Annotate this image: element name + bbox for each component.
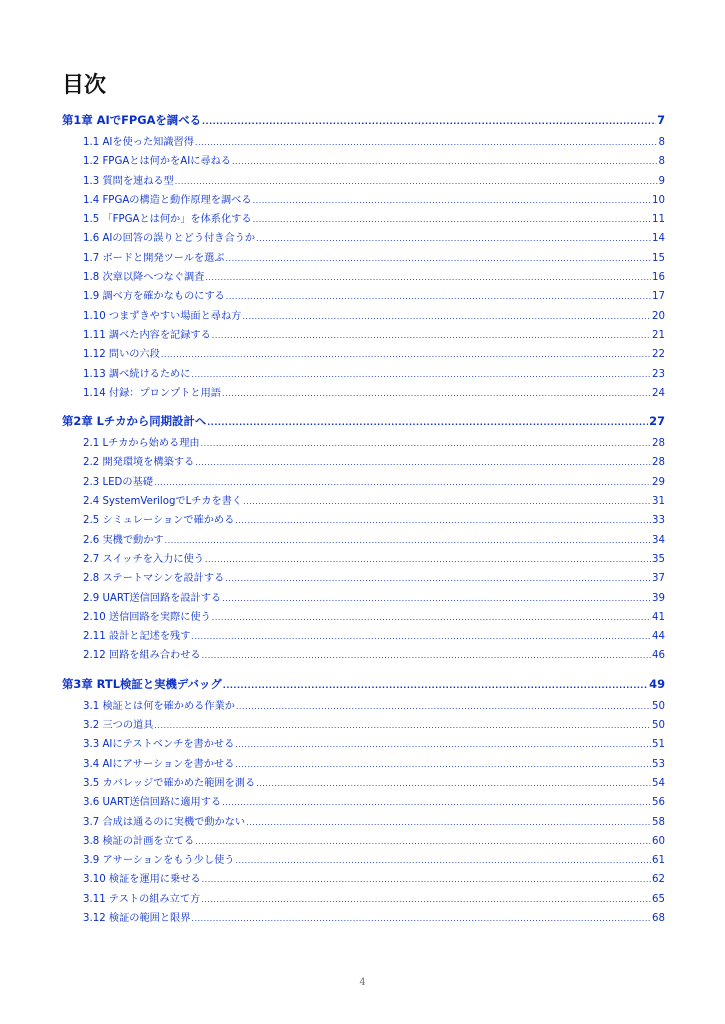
toc-entry-title[interactable]: 3.7 合成は通るのに実機で動かない	[83, 816, 246, 828]
dot-leader	[256, 234, 651, 243]
toc-entry-title[interactable]: 2.6 実機で動かす	[83, 534, 164, 546]
toc-entry-page[interactable]: 62	[652, 874, 665, 886]
dot-leader	[195, 837, 651, 846]
toc-section-entry[interactable]	[62, 287, 665, 306]
toc-section-entry[interactable]	[62, 550, 665, 569]
dot-leader	[205, 273, 651, 282]
dot-leader	[242, 312, 651, 321]
dot-leader	[202, 875, 651, 884]
dot-leader	[175, 177, 658, 186]
toc-entry-title[interactable]: 1.8 次章以降へつなぐ調査	[83, 272, 205, 284]
dot-leader	[195, 138, 658, 147]
toc-entry-page[interactable]: 7	[657, 113, 665, 127]
toc-entry-title[interactable]: 3.12 検証の範囲と限界	[83, 912, 191, 924]
toc-section-entry[interactable]	[62, 627, 665, 646]
dot-leader	[226, 292, 651, 301]
table-of-contents	[62, 112, 665, 938]
toc-entry-page[interactable]: 60	[652, 835, 665, 847]
toc-entry-title[interactable]: 1.5 「FPGAとは何か」を体系化する	[83, 214, 252, 226]
dot-leader	[154, 478, 651, 487]
toc-entry-title[interactable]: 2.3 LEDの基礎	[83, 476, 153, 488]
toc-entry-page[interactable]: 8	[658, 156, 665, 168]
dot-leader	[253, 196, 651, 205]
toc-section-entry[interactable]	[62, 793, 665, 812]
toc-entry-title[interactable]: 3.6 UART送信回路に適用する	[83, 797, 222, 809]
toc-section-entry[interactable]	[62, 152, 665, 171]
toc-chapter	[62, 676, 665, 929]
toc-section-entry[interactable]	[62, 646, 665, 665]
toc-entry-page[interactable]: 31	[652, 496, 665, 508]
toc-section-entry[interactable]	[62, 229, 665, 248]
toc-section-entry[interactable]	[62, 608, 665, 627]
dot-leader	[212, 331, 651, 340]
toc-entry-page[interactable]: 49	[649, 676, 665, 691]
toc-entry-title[interactable]: 1.12 問いの六段	[83, 349, 160, 361]
toc-entry-title[interactable]: 2.1 Lチカから始める理由	[83, 438, 200, 450]
toc-entry-title[interactable]: 3.5 カバレッジで確かめた範囲を測る	[83, 777, 256, 789]
toc-entry-title[interactable]: 3.4 AIにアサーションを書かせる	[83, 758, 235, 770]
toc-entry-page[interactable]: 46	[652, 650, 665, 662]
toc-entry-title[interactable]: 2.5 シミュレーションで確かめる	[83, 515, 235, 527]
dot-leader	[161, 350, 651, 359]
toc-entry-page[interactable]: 65	[652, 893, 665, 905]
dot-leader	[222, 389, 651, 398]
toc-section-entry[interactable]	[62, 755, 665, 774]
toc-entry-title[interactable]: 第3章 RTL検証と実機デバッグ	[62, 676, 222, 691]
toc-section-entry[interactable]	[62, 473, 665, 492]
toc-entry-title[interactable]: 1.10 つまずきやすい場面と尋ね方	[83, 310, 242, 322]
toc-entry-title[interactable]: 3.10 検証を運用に乗せる	[83, 874, 201, 886]
toc-entry-title[interactable]: 3.2 三つの道具	[83, 720, 154, 732]
dot-leader	[236, 702, 651, 711]
toc-section-entry[interactable]	[62, 569, 665, 588]
toc-section-entry[interactable]	[62, 531, 665, 550]
page-number: 4	[359, 977, 366, 988]
toc-section-entry[interactable]	[62, 268, 665, 287]
toc-entry-page[interactable]: 28	[652, 457, 665, 469]
toc-entry-page[interactable]: 34	[652, 534, 665, 546]
dot-leader	[235, 760, 651, 769]
toc-entry-page[interactable]: 16	[652, 272, 665, 284]
toc-entry-page[interactable]: 9	[658, 175, 665, 187]
dot-leader	[212, 613, 651, 622]
toc-entry-page[interactable]: 41	[652, 611, 665, 623]
dot-leader	[235, 856, 651, 865]
dot-leader	[202, 651, 651, 660]
toc-entry-title[interactable]: 1.1 AIを使った知識習得	[83, 137, 194, 148]
toc-entry-title[interactable]: 1.7 ボードと開発ツールを選ぶ	[83, 252, 225, 264]
toc-section-entry[interactable]	[62, 511, 665, 530]
toc-entry-title[interactable]: 2.4 SystemVerilogでLチカを書く	[83, 496, 243, 508]
toc-entry-page[interactable]: 22	[652, 349, 665, 361]
toc-entry-page[interactable]: 58	[652, 816, 665, 828]
toc-section-entry[interactable]	[62, 365, 665, 384]
dot-leader	[154, 721, 651, 730]
toc-entry-page[interactable]: 51	[652, 739, 665, 751]
dot-leader	[226, 254, 652, 263]
toc-chapter	[62, 413, 665, 666]
toc-section-entry[interactable]	[62, 172, 665, 191]
toc-entry-title[interactable]: 1.2 FPGAとは何かをAIに尋ねる	[83, 156, 231, 168]
toc-entry-title[interactable]: 1.14 付録：プロンプトと用語	[83, 387, 221, 399]
toc-entry-page[interactable]: 8	[658, 137, 665, 148]
toc-section-entry[interactable]	[62, 716, 665, 735]
toc-section-entry[interactable]	[62, 735, 665, 754]
toc-entry-title[interactable]: 2.2 開発環境を構築する	[83, 457, 195, 469]
toc-entry-page[interactable]: 50	[652, 720, 665, 732]
toc-section-entry[interactable]	[62, 697, 665, 716]
toc-section-entry[interactable]	[62, 434, 665, 453]
toc-chapter-entry[interactable]	[62, 112, 665, 133]
dot-leader	[253, 215, 651, 224]
dot-leader	[201, 895, 651, 904]
dot-leader	[201, 439, 651, 448]
toc-section-entry[interactable]	[62, 832, 665, 851]
toc-entry-page[interactable]: 29	[652, 476, 665, 488]
dot-leader	[235, 516, 651, 525]
dot-leader	[256, 779, 651, 788]
toc-entry-page[interactable]: 24	[652, 387, 665, 399]
toc-entry-page[interactable]: 11	[652, 214, 665, 226]
toc-chapter	[62, 112, 665, 403]
dot-leader	[207, 418, 648, 427]
dot-leader	[191, 914, 651, 923]
toc-entry-title[interactable]: 3.1 検証とは何を確かめる作業か	[83, 700, 235, 712]
dot-leader	[222, 594, 651, 603]
toc-section-entry[interactable]	[62, 813, 665, 832]
toc-chapter-entry[interactable]	[62, 413, 665, 434]
toc-entry-title[interactable]: 1.3 質問を連ねる型	[83, 175, 174, 187]
toc-entry-page[interactable]: 37	[652, 573, 665, 585]
toc-entry-page[interactable]: 68	[652, 912, 665, 924]
toc-section-entry[interactable]	[62, 909, 665, 928]
toc-entry-page[interactable]: 39	[652, 592, 665, 604]
toc-section-entry[interactable]	[62, 326, 665, 345]
toc-entry-page[interactable]: 17	[652, 291, 665, 303]
toc-entry-title[interactable]: 第2章 Lチカから同期設計へ	[62, 414, 207, 429]
toc-entry-title[interactable]: 2.8 ステートマシンを設計する	[83, 573, 225, 585]
toc-entry-page[interactable]: 27	[649, 414, 665, 429]
dot-leader	[222, 798, 651, 807]
dot-leader	[243, 497, 651, 506]
toc-entry-title[interactable]: 3.9 アサーションをもう少し使う	[83, 855, 235, 867]
toc-section-entry[interactable]	[62, 191, 665, 210]
toc-entry-page[interactable]: 20	[652, 310, 665, 322]
toc-entry-title[interactable]: 3.3 AIにテストベンチを書かせる	[83, 739, 235, 751]
toc-chapter-entry[interactable]	[62, 676, 665, 697]
toc-section-entry[interactable]	[62, 307, 665, 326]
dot-leader	[165, 536, 651, 545]
dot-leader	[223, 681, 648, 690]
toc-entry-title[interactable]: 1.11 調べた内容を記録する	[83, 329, 211, 341]
toc-entry-title[interactable]: 2.9 UART送信回路を設計する	[83, 592, 222, 604]
toc-section-entry[interactable]	[62, 492, 665, 511]
toc-entry-title[interactable]: 2.12 回路を組み合わせる	[83, 650, 201, 662]
toc-entry-title[interactable]: 1.4 FPGAの構造と動作原理を調べる	[83, 194, 252, 206]
toc-entry-title[interactable]: 3.8 検証の計画を立てる	[83, 835, 195, 847]
dot-leader	[191, 632, 651, 641]
toc-entry-page[interactable]: 50	[652, 700, 665, 712]
toc-entry-page[interactable]: 15	[652, 252, 665, 264]
toc-section-entry[interactable]	[62, 890, 665, 909]
toc-entry-page[interactable]: 28	[652, 438, 665, 450]
toc-entry-title[interactable]: 1.6 AIの回答の誤りとどう付き合うか	[83, 233, 256, 245]
toc-section-entry[interactable]	[62, 774, 665, 793]
toc-entry-page[interactable]: 23	[652, 368, 665, 380]
dot-leader	[191, 370, 651, 379]
toc-entry-page[interactable]: 53	[652, 758, 665, 770]
toc-section-entry[interactable]	[62, 870, 665, 889]
toc-section-entry[interactable]	[62, 589, 665, 608]
toc-entry-title[interactable]: 2.7 スイッチを入力に使う	[83, 553, 204, 565]
toc-entry-page[interactable]: 44	[652, 631, 665, 643]
toc-entry-page[interactable]: 56	[652, 797, 665, 809]
toc-section-entry[interactable]	[62, 249, 665, 268]
dot-leader	[225, 574, 651, 583]
toc-section-entry[interactable]	[62, 453, 665, 472]
dot-leader	[205, 555, 651, 564]
dot-leader	[232, 157, 658, 166]
toc-section-entry[interactable]	[62, 345, 665, 364]
toc-entry-page[interactable]: 14	[652, 233, 665, 245]
dot-leader	[195, 458, 651, 467]
toc-entry-page[interactable]: 35	[652, 553, 665, 565]
dot-leader	[235, 740, 651, 749]
toc-section-entry[interactable]	[62, 851, 665, 870]
toc-entry-page[interactable]: 10	[652, 194, 665, 206]
page-title: 目次	[62, 73, 107, 98]
toc-entry-page[interactable]: 21	[652, 329, 665, 341]
toc-entry-title[interactable]: 2.11 設計と記述を残す	[83, 631, 191, 643]
toc-section-entry[interactable]	[62, 210, 665, 229]
toc-section-entry[interactable]	[62, 133, 665, 152]
toc-entry-page[interactable]: 33	[652, 515, 665, 527]
toc-entry-title[interactable]: 1.9 調べ方を確かなものにする	[83, 291, 225, 303]
dot-leader	[246, 818, 651, 827]
dot-leader	[202, 117, 656, 126]
toc-section-entry[interactable]	[62, 384, 665, 403]
toc-entry-title[interactable]: 2.10 送信回路を実際に使う	[83, 611, 211, 623]
toc-entry-page[interactable]: 61	[652, 855, 665, 867]
toc-entry-page[interactable]: 54	[652, 777, 665, 789]
toc-entry-title[interactable]: 3.11 テストの組み立て方	[83, 893, 201, 905]
toc-entry-title[interactable]: 第1章 AIでFPGAを調べる	[62, 113, 201, 127]
toc-entry-title[interactable]: 1.13 調べ続けるために	[83, 368, 191, 380]
